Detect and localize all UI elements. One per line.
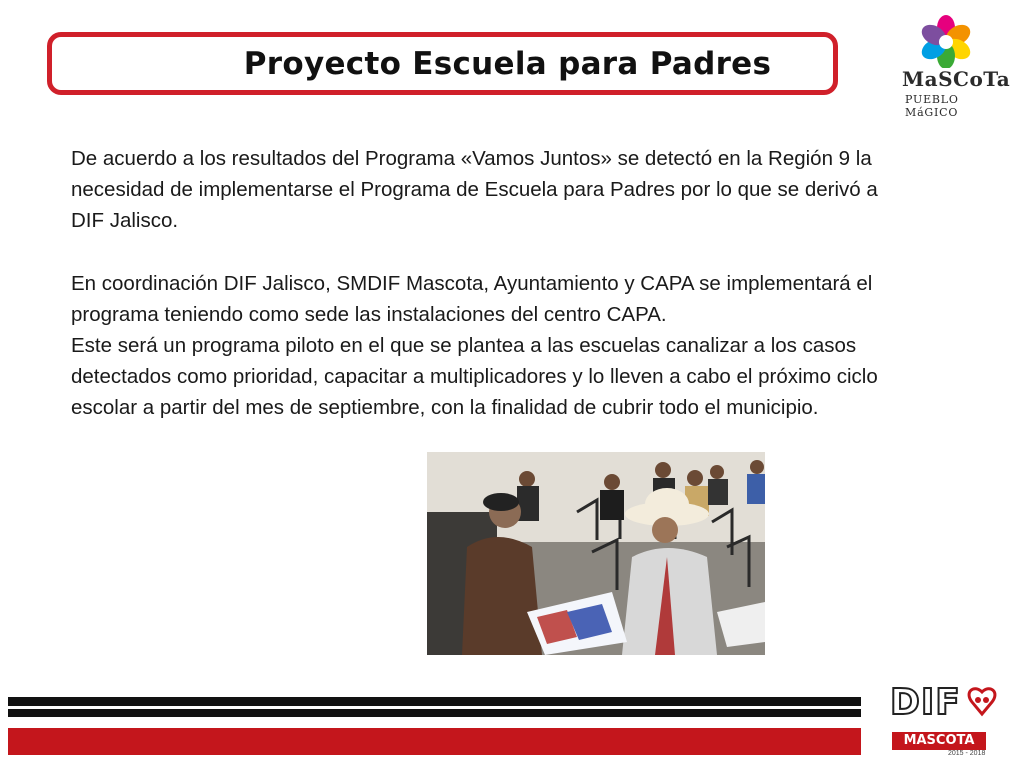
family-icon [964,684,1000,724]
flower-icon [918,14,974,68]
mascota-logo-name: MaSCoTa [902,67,1011,91]
paragraph-3: Este será un programa piloto en el que se plantea a las escuelas canalizar a los casos detectados como prioridad, capacitar a multiplicadores y lo lleven a cabo el próximo ciclo escolar a partir del mes de septiembre, con la finalidad de cubrir todo el municipio. [71,334,878,420]
paragraph-1: De acuerdo a los resultados del Programa «Vamos Juntos» se detectó en la Región 9 la necesidad de implementarse el Programa de Escuela para Padres por lo que se derivó a DIF Jalisco. [71,147,878,233]
footer-stripe-black-bottom [8,709,861,717]
dif-logo-name: DIF [890,682,961,723]
slide-title: Proyecto Escuela para Padres [243,45,772,82]
footer-stripe-black-top [8,697,861,706]
footer-stripe-red [8,728,861,755]
title-box [47,32,838,95]
body-text [71,143,911,424]
paragraph-2: En coordinación DIF Jalisco, SMDIF Mascota, Ayuntamiento y CAPA se implementará el programa teniendo como sede las instalaciones del centro CAPA. [71,271,873,326]
dif-logo-years: 2015 - 2018 [948,750,986,757]
mascota-logo-tagline: PUEBLO MáGICO [905,93,959,119]
mascota-logo [896,14,1011,119]
dif-logo-label: MASCOTA [903,733,975,748]
dif-logo [888,682,1006,762]
meeting-photo [427,452,765,655]
meeting-photo-illustration [427,452,765,655]
